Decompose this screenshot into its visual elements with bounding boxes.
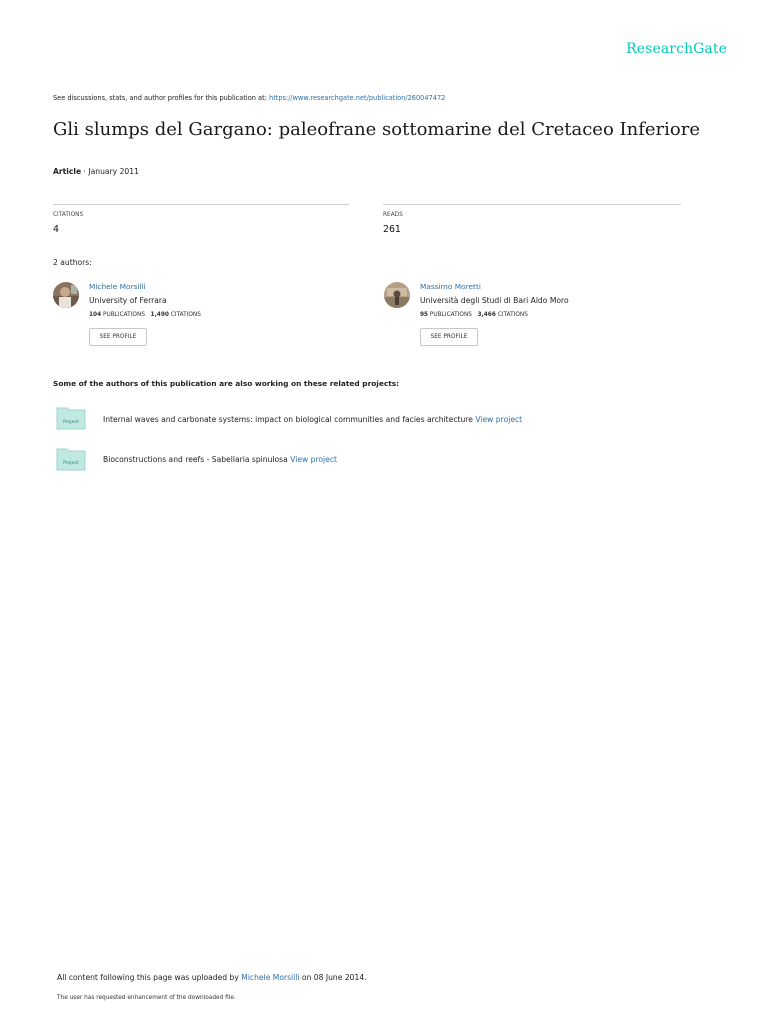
- publications-count: 104: [89, 312, 102, 318]
- researchgate-logo[interactable]: ResearchGate: [626, 41, 727, 57]
- project-item: [103, 455, 337, 464]
- author-photo-icon: [53, 282, 79, 308]
- author-citations-count: 3,466: [477, 312, 496, 318]
- view-project-link[interactable]: View project: [475, 415, 523, 424]
- project-title: Internal waves and carbonate systems: impact on biological communities and facies architecture: [103, 415, 473, 424]
- project-icon-label: Project: [63, 420, 79, 425]
- reads-label: READS: [383, 212, 403, 218]
- related-projects-heading: Some of the authors of this publication are also working on these related projects:: [53, 379, 400, 388]
- see-profile-button[interactable]: SEE PROFILE: [420, 328, 478, 346]
- publication-title: Gli slumps del Gargano: paleofrane sottomarine del Cretaceo Inferiore: [53, 119, 700, 140]
- author-stats: [89, 312, 201, 318]
- author-photo-icon: [384, 282, 410, 308]
- upload-notice: [57, 973, 367, 982]
- project-title: Bioconstructions and reefs - Sabellaria spinulosa: [103, 455, 288, 464]
- author-citations-label: CITATIONS: [170, 312, 201, 318]
- reads-value: 261: [383, 224, 401, 235]
- author-affiliation: University of Ferrara: [89, 296, 167, 305]
- author-name-link[interactable]: Michele Morsilli: [89, 282, 146, 291]
- upload-prefix: All content following this page was uploaded by: [57, 973, 239, 982]
- project-folder-icon[interactable]: [56, 406, 86, 430]
- publications-label: PUBLICATIONS: [102, 312, 146, 318]
- author-citations-count: 1,490: [150, 312, 169, 318]
- view-project-link[interactable]: View project: [290, 455, 337, 464]
- publication-type: Article: [53, 167, 82, 176]
- publications-count: 95: [420, 312, 429, 318]
- discussion-text: See discussions, stats, and author profiles for this publication at:: [53, 94, 267, 102]
- project-icon-label: Project: [63, 461, 79, 466]
- uploader-link[interactable]: Michele Morsilli: [241, 973, 300, 982]
- author-affiliation: Università degli Studi di Bari Aldo Moro: [420, 296, 569, 305]
- publications-label: PUBLICATIONS: [429, 312, 472, 318]
- upload-date: on 08 June 2014.: [301, 973, 367, 982]
- folder-icon: [56, 406, 86, 430]
- citations-label: CITATIONS: [53, 212, 84, 218]
- publication-url-link[interactable]: https://www.researchgate.net/publication/260047472: [269, 94, 446, 102]
- publication-meta: [53, 167, 139, 176]
- enhancement-note: The user has requested enhancement of the downloaded file.: [57, 995, 236, 1001]
- folder-icon: [56, 447, 86, 471]
- avatar[interactable]: [53, 282, 79, 308]
- author-citations-label: CITATIONS: [497, 312, 528, 318]
- discussion-notice: [53, 94, 445, 102]
- publication-date: · January 2011: [83, 167, 139, 176]
- authors-count-label: 2 authors:: [53, 258, 92, 267]
- citations-value: 4: [53, 224, 59, 235]
- see-profile-button[interactable]: SEE PROFILE: [89, 328, 147, 346]
- author-name-link[interactable]: Massimo Moretti: [420, 282, 481, 291]
- project-folder-icon[interactable]: [56, 447, 86, 471]
- citations-divider: [53, 204, 349, 205]
- project-item: [103, 415, 522, 424]
- avatar[interactable]: [384, 282, 410, 308]
- reads-divider: [383, 204, 681, 205]
- author-stats: [420, 312, 528, 318]
